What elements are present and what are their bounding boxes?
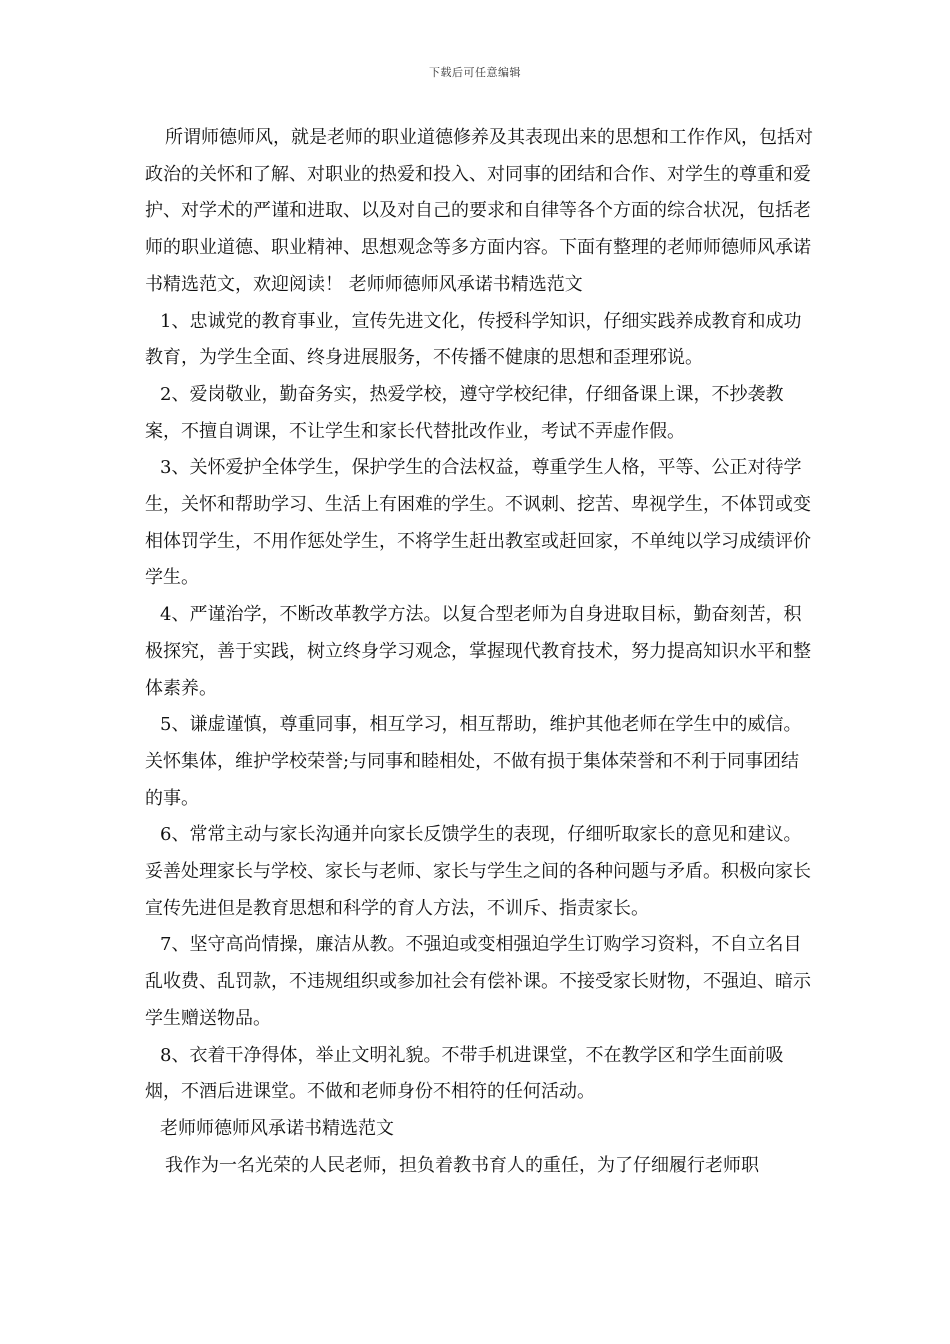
pledge-item-4: 4、严谨治学，不断改革教学方法。以复合型老师为自身进取目标，勤奋刻苦，积极探究，善于实践，树立终身学习观念，掌握现代教育技术，努力提高知识水平和整体素养。: [145, 604, 811, 699]
document-body: [145, 120, 815, 1184]
pledge-item-7: 7、坚守高尚情操，廉洁从教。不强迫或变相强迫学生订购学习资料，不自立名目乱收费、乱罚款，不违规组织或参加社会有偿补课。不接受家长财物，不强迫、暗示学生赠送物品。: [145, 934, 811, 1029]
pledge-item-1: 1、忠诚党的教育事业，宣传先进文化，传授科学知识，仔细实践养成教育和成功教育，为学生全面、终身进展服务，不传播不健康的思想和歪理邪说。: [145, 310, 802, 369]
section-subtitle: 老师师德师风承诺书精选范文: [160, 1117, 394, 1139]
page-header: 下载后可任意编辑: [429, 66, 521, 79]
intro-paragraph: 所谓师德师风，就是老师的职业道德修养及其表现出来的思想和工作作风，包括对政治的关怀和了解、对职业的热爱和投入、对同事的团结和合作、对学生的尊重和爱护、对学术的严谨和进取、以及对自己的要求和自律等各个方面的综合状况，包括老师的职业道德、职业精神、思想观念等多方面内容。下面有整理的老师师德师风承诺书精选范文，欢迎阅读！ 老师师德师风承诺书精选范文: [145, 127, 813, 295]
pledge-item-6: 6、常常主动与家长沟通并向家长反馈学生的表现，仔细听取家长的意见和建议。妥善处理家长与学校、家长与老师、家长与学生之间的各种问题与矛盾。积极向家长宣传先进但是教育思想和科学的育人方法，不训斥、指责家长。: [145, 824, 811, 919]
pledge-item-5: 5、谦虚谨慎，尊重同事，相互学习，相互帮助，维护其他老师在学生中的威信。关怀集体，维护学校荣誉;与同事和睦相处，不做有损于集体荣誉和不利于同事团结的事。: [145, 714, 802, 809]
pledge-item-3: 3、关怀爱护全体学生，保护学生的合法权益，尊重学生人格，平等、公正对待学生，关怀和帮助学习、生活上有困难的学生。不讽刺、挖苦、卑视学生，不体罚或变相体罚学生，不用作惩处学生，不将学生赶出教室或赶回家，不单纯以学习成绩评价学生。: [145, 457, 811, 589]
pledge-item-2: 2、爱岗敬业，勤奋务实，热爱学校，遵守学校纪律，仔细备课上课，不抄袭教案，不擅自调课，不让学生和家长代替批改作业，考试不弄虚作假。: [145, 383, 784, 442]
pledge-item-8: 8、衣着干净得体，举止文明礼貌。不带手机进课堂，不在教学区和学生面前吸烟，不酒后进课堂。不做和老师身份不相符的任何活动。: [145, 1044, 784, 1103]
closing-paragraph: 我作为一名光荣的人民老师，担负着教书育人的重任，为了仔细履行老师职: [165, 1154, 759, 1176]
